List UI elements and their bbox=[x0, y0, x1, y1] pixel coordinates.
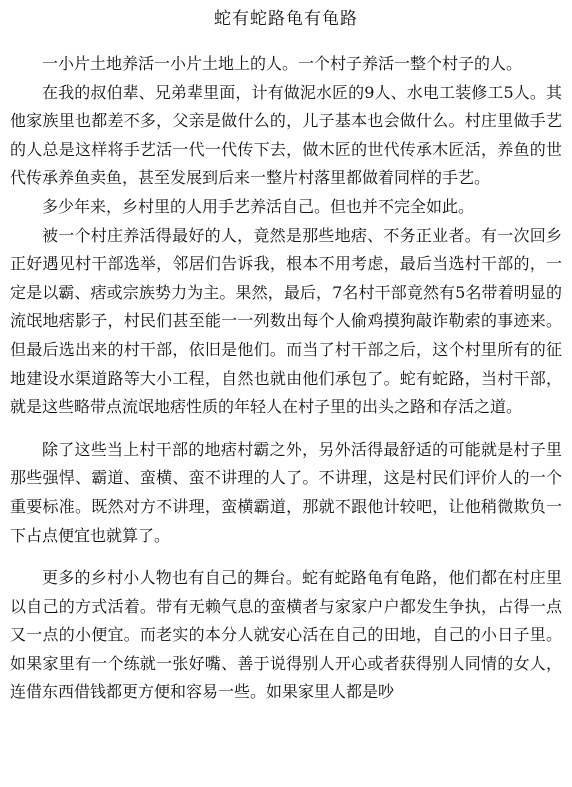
paragraph-2: 在我的叔伯辈、兄弟辈里面，计有做泥水匠的9人、水电工装修工5人。其他家族里也都差不多，父亲是做什么的，儿子基本也会做什么。村庄里做手艺的人总是这样将手艺活一代一代传下去，做木匠的世代传承木匠活，养鱼的世代传承养鱼卖鱼，甚至发展到后来一整片村落里都做着同样的手艺。 bbox=[10, 82, 562, 188]
paragraph-6: 更多的乡村小人物也有自己的舞台。蛇有蛇路龟有龟路，他们都在村庄里以自己的方式活着。带有无赖气息的蛮横者与家家户户都发生争执，占得一点又一点的小便宜。而老实的本分人就安心活在自己的田地，自己的小日子里。如果家里有一个练就一张好嘴、善于说得别人开心或者获得别人同情的女人，连借东西借钱都更方便和容易一些。如果家里人都是吵 bbox=[10, 568, 562, 702]
paragraph-3: 多少年来，乡村里的人用手艺养活自己。但也并不完全如此。 bbox=[42, 196, 475, 216]
document-title: 蛇有蛇路龟有龟路 bbox=[214, 9, 358, 29]
paragraph-4: 被一个村庄养活得最好的人，竟然是那些地痞、不务正业者。有一次回乡正好遇见村干部选举，邻居们告诉我，根本不用考虑，最后当选村干部的，一定是以霸、痞或宗族势力为主。果然，最后，7名村干部竟然有5名带着明显的流氓地痞影子，村民们甚至能一一列数出每个人偷鸡摸狗敲诈勒索的事迹来。但最后选出来的村干部，依旧是他们。而当了村干部之后，这个村里所有的征地建设水渠道路等大小工程，自然也就由他们承包了。蛇有蛇路，当村干部，就是这些略带点流氓地痞性质的年轻人在村子里的出头之路和存活之道。 bbox=[10, 225, 562, 417]
paragraph-5: 除了这些当上村干部的地痞村霸之外，另外活得最舒适的可能就是村子里那些强悍、霸道、蛮横、蛮不讲理的人了。不讲理，这是村民们评价人的一个重要标准。既然对方不讲理，蛮横霸道，那就不跟他计较吧，让他稍微欺负一下占点便宜也就算了。 bbox=[10, 439, 562, 545]
paragraph-1: 一小片土地养活一小片土地上的人。一个村子养活一整个村子的人。 bbox=[42, 54, 523, 73]
